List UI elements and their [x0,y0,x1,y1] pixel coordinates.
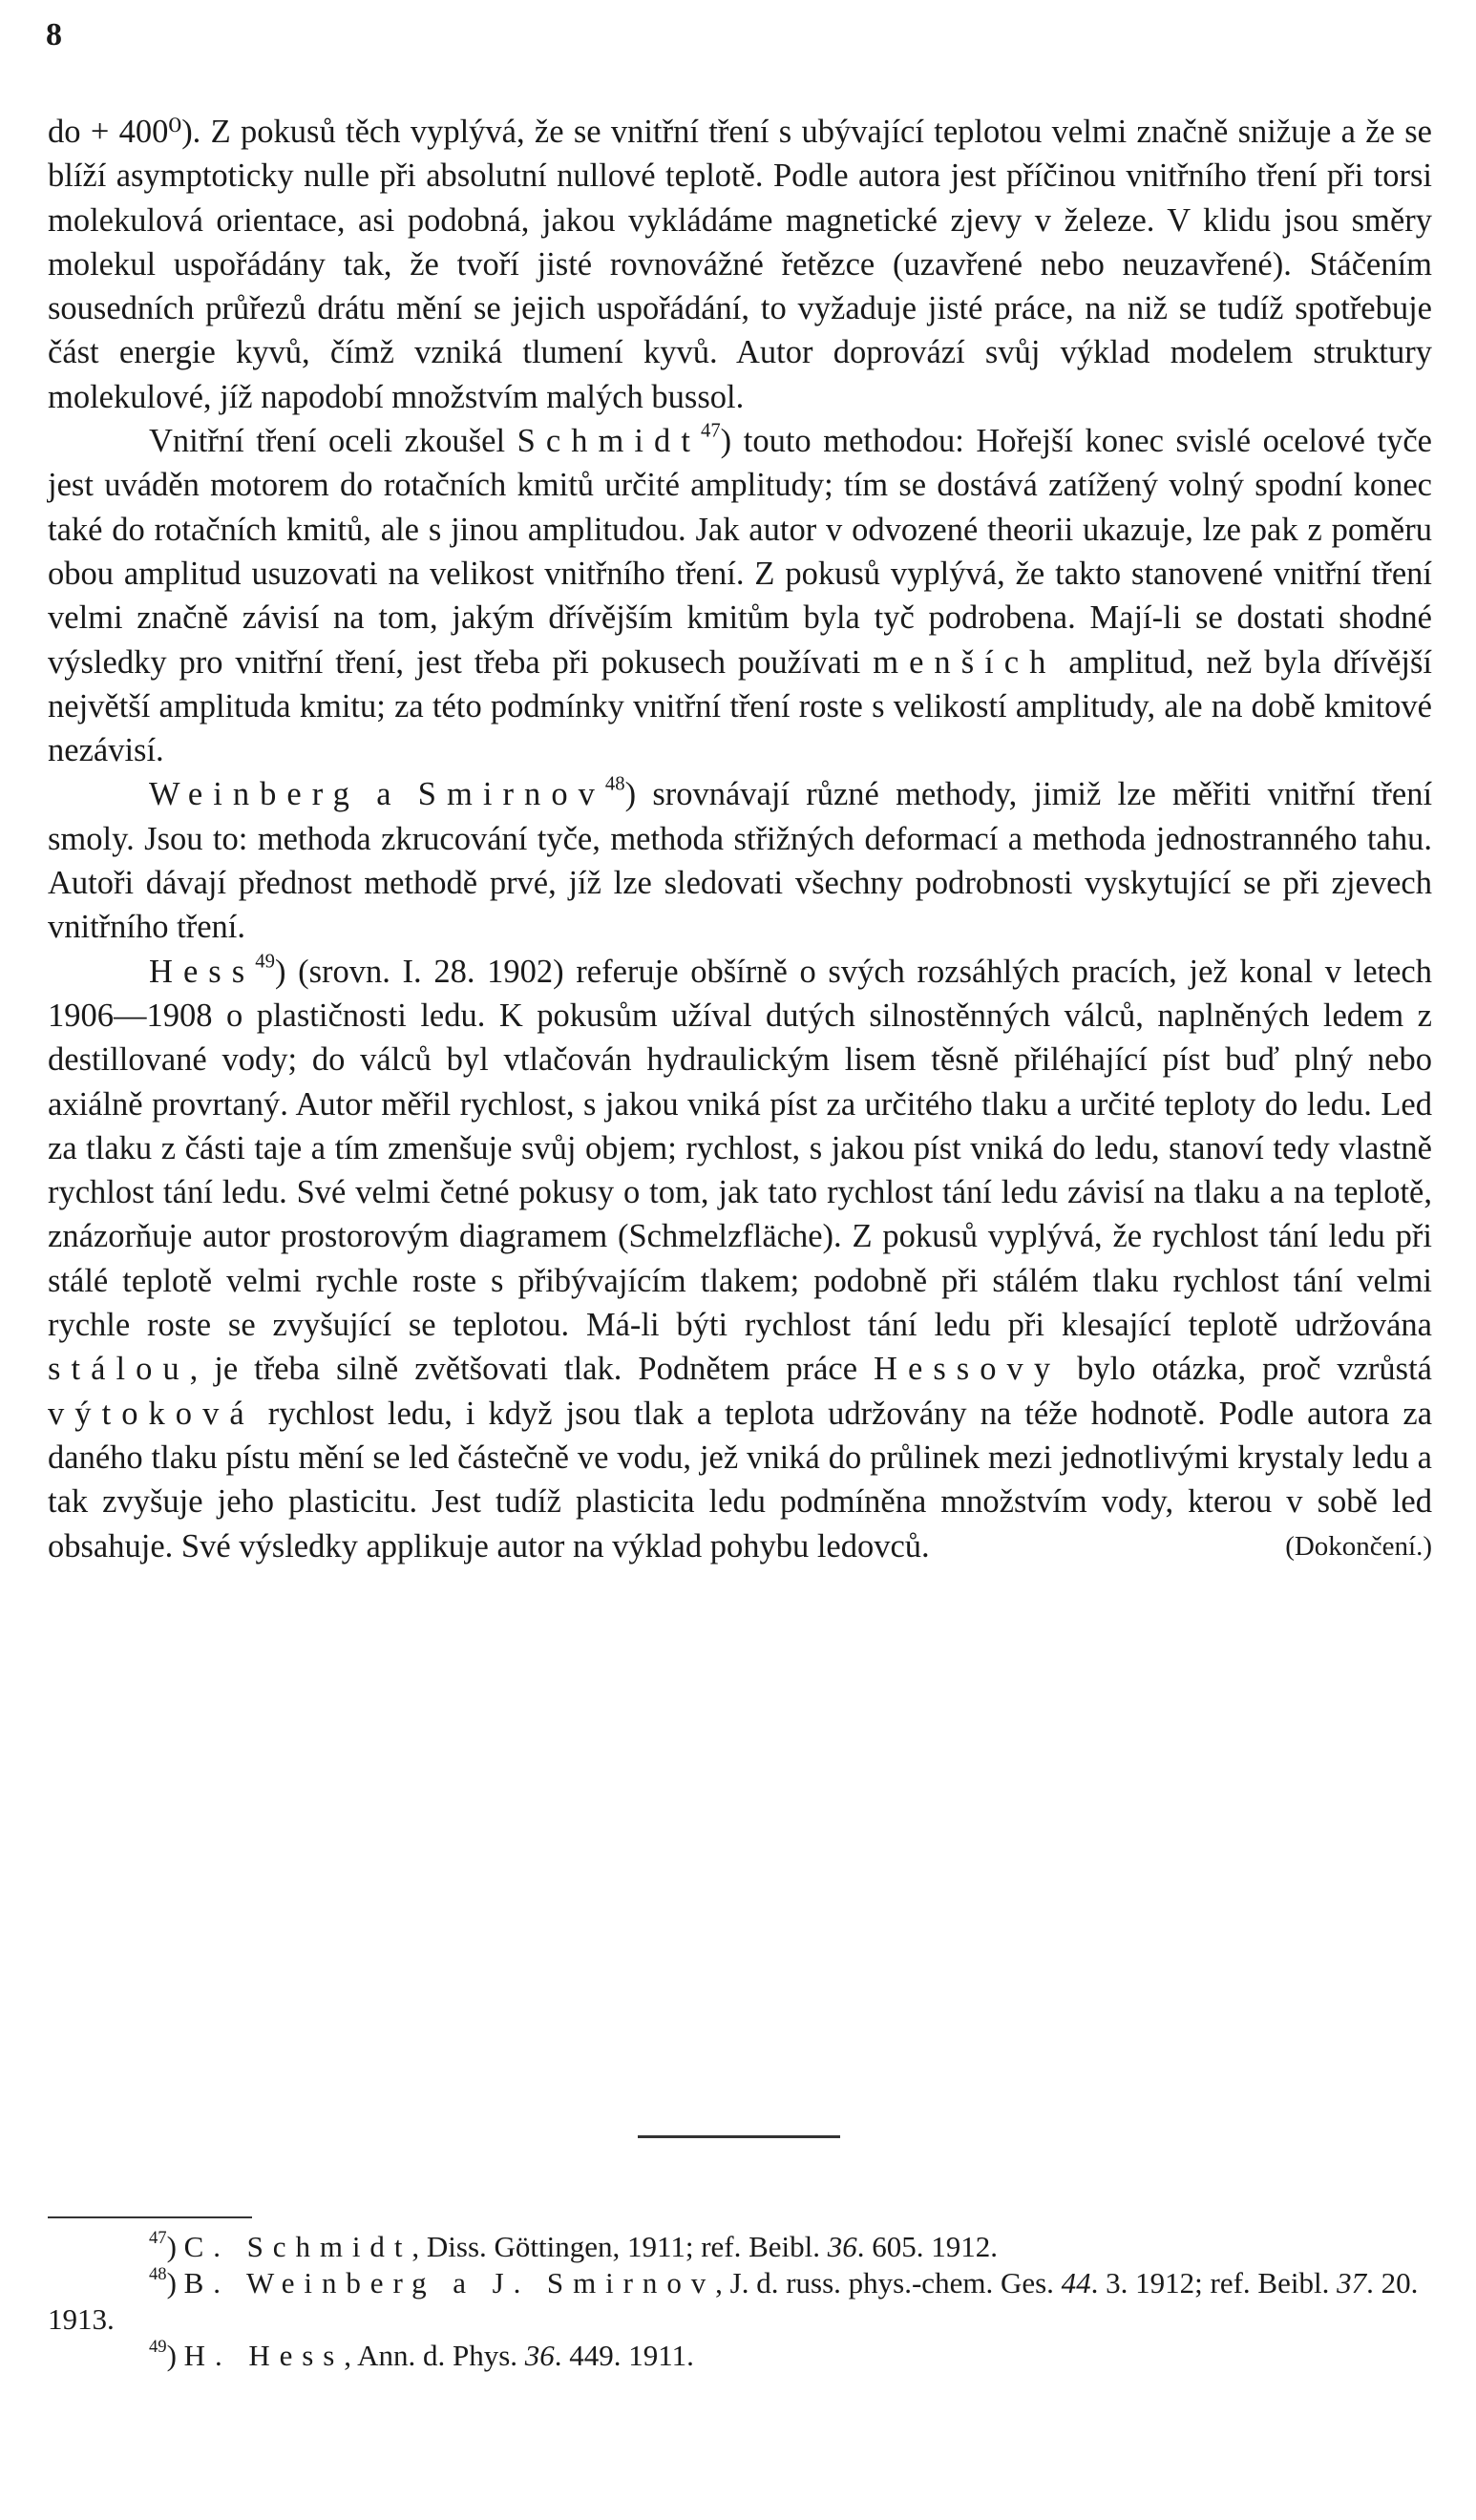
page-number: 8 [46,17,62,52]
footnote-48: $^{48}$) B. Weinberg a J. Smirnov, J. d. russ. phys.-chem. Ges. 44. 3. 1912; ref. Beibl. 37. 20. 1913. [48,2264,1419,2336]
footnote-source: , Diss. Göttingen, 1911; ref. Beibl. [411,2230,821,2263]
paragraph-4 [48,950,1432,1568]
author-schmidt: Schmidt [517,423,701,460]
footnote-author: H. Hess [183,2339,345,2372]
footnote-author: C. Schmidt [183,2230,412,2263]
footnotes [48,2229,1432,2374]
p4-seg2: , je třeba silně zvětšovati tlak. Podnětem práce [189,1351,858,1388]
p2-seg2: amplitud, než byla dřívější největší amplituda kmitu; za této podmínky vnitřní tření roste s velikostí amplitudy, ale na době kmitové nezávisí. [48,643,1433,769]
footnote-ref-48: 48 [604,773,625,795]
footnote-separator [48,2216,252,2218]
footnote-source: , Ann. d. Phys. [344,2339,518,2372]
author-smirnov: Smirnov [417,776,605,813]
p2-emphasis-mensich: menších [873,643,1057,681]
section-end-rule [638,2135,840,2138]
footnote-volume: 44 [1061,2266,1091,2300]
p4-emphasis-vytokova: výtoková [48,1395,255,1432]
footnote-source: , J. d. russ. phys.-chem. Ges. [715,2266,1054,2300]
p4-seg4: rychlost ledu, i když jsou tlak a teplota udržovány na téže hodnotě. Podle autora za daného tlaku pístu mění se led částečně ve vodu, jež vniká do průlinek mezi jednotlivými krystaly ledu a tak zvyšuje jeho plasticitu. Jest tudíž plasticita ledu podmíněna množstvím vody, kterou v sobě led obsahuje. Své výsledky applikuje autor na výklad pohybu ledovců. [48,1395,1433,1564]
p2-seg1: ) touto methodou: Hořejší konec svislé ocelové tyče jest uváděn motorem do rotačních kmitů určité amplitudy; tím se dostává zatížený volný spodní konec také do rotačních kmitů, ale s jinou amplitudou. Jak autor v odvozené theorii ukazuje, lze pak z poměru obou amplitud usuzovati na velikost vnitřního tření. Z pokusů vyplývá, že takto stanovené vnitřní tření velmi značně závisí na tom, jakým dřívějším kmitům byla tyč podrobena. Mají-li se dostati shodné výsledky pro vnitřní tření, jest třeba při pokusech používati [48,423,1432,681]
footnote-mark: 49 [149,2337,167,2358]
footnote-mark: 47 [149,2228,167,2249]
footnote-pages-2: . 20. 1913. [48,2266,1419,2336]
paragraph-1: do + 400⁰). Z pokusů těch vyplývá, že se vnitřní tření s ubývající teplotou velmi značně snižuje a že se blíží asymptoticky nulle při absolutní nullové teplotě. Podle autora jest příčinou vnitřního tření při torsi molekulová orientace, asi podobná, jakou vykládáme magnetické zjevy v železe. V klidu jsou směry molekul uspořádány tak, že tvoří jisté rovnovážné řetězce (uzavřené nebo neuzavřené). Stáčením sousedních průřezů drátu mění se jejich uspořádání, to vyžaduje jisté práce, na niž se tudíž spotřebuje část energie kyvů, čímž vzniká tlumení kyvů. Autor doprovází svůj výklad modelem struktury molekulové, jíž napodobí množstvím malých bussol. [48,114,1432,415]
p4-seg3: bylo otázka, proč vzrůstá [1077,1351,1432,1388]
p4-emphasis-stalou: stálou [48,1351,190,1388]
p4-emphasis-hessovy: Hessovy [874,1351,1062,1388]
footnote-49: $^{49}$) H. Hess, Ann. d. Phys. 36. 449. 1911. [149,2337,694,2372]
footnote-volume: 36 [524,2339,555,2372]
footnote-author: B. Weinberg a J. Smirnov [183,2266,716,2300]
footnote-pages: . 605. 1912. [856,2230,999,2263]
paragraph-2 [48,419,1432,772]
footnote-volume: 36 [827,2230,857,2263]
p4-seg1: ) (srovn. I. 28. 1902) referuje obšírně o svých rozsáhlých pracích, jež konal v letech 1906—1908 o plastičnosti ledu. K pokusům užíval dutých silnostěnných válců, naplněných ledem z destillované vody; do válců byl vtlačován hydraulickým lisem těsně přiléhající píst buď plný nebo axiálně provrtaný. Autor měřil rychlost, s jakou vniká píst za určitého tlaku a určité teploty do ledu. Led za tlaku z části taje a tím zmenšuje svůj objem; rychlost, s jakou píst vniká do ledu, stanoví tedy vlastně rychlost tání ledu. Své velmi četné pokusy o tom, jak tato rychlost tání ledu závisí na tlaku a na teplotě, znázorňuje autor prostorovým diagramem (Schmelzfläche). Z pokusů vyplývá, že rychlost tání ledu při stálé teplotě velmi rychle roste s přibývajícím tlakem; podobně při stálém tlaku rychlost tání velmi rychle roste se zvyšující se teplotou. Má-li býti rychlost tání ledu při klesající teplotě udržována [48,953,1432,1344]
paragraph-3 [48,772,1432,949]
continuation-note: (Dokončení.) [1285,1530,1432,1562]
article-body [48,110,1432,1568]
p2-lead: Vnitřní tření oceli zkoušel [149,423,506,460]
footnote-volume-2: 37 [1337,2266,1367,2300]
author-hess: Hess [149,953,256,990]
footnote-pages: . 3. 1912; ref. Beibl. [1090,2266,1330,2300]
footnote-mark: 48 [149,2264,167,2285]
p3-rest: ) srovnávají různé methody, jimiž lze měřiti vnitřní tření smoly. Jsou to: methoda zkrucování tyče, methoda střižných deformací a methoda jednostranného tahu. Autoři dávají přednost methodě prvé, jíž lze sledovati všechny podrobnosti vyskytující se při zjevech vnitřního tření. [48,776,1433,946]
footnote-ref-49: 49 [255,951,275,973]
footnote-pages: . 449. 1911. [554,2339,694,2372]
footnote-ref-47: 47 [700,420,721,442]
p3-conjunction: a [376,776,402,813]
footnote-47: $^{47}$) C. Schmidt, Diss. Göttingen, 1911; ref. Beibl. 36. 605. 1912. [149,2228,999,2263]
author-weinberg: Weinberg [149,776,360,813]
